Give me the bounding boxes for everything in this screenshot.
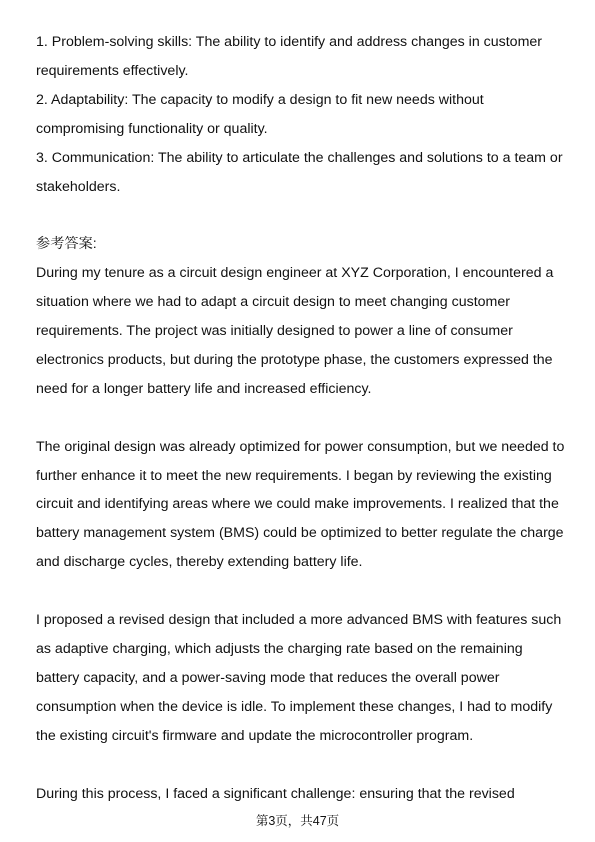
answer-paragraph-3: I proposed a revised design that included a more advanced BMS with features such as adaptive charging, which adjusts the charging rate based on the remaining battery capacity, and a power-saving mode that reduces the overall power consumption when the device is idle. To implement these changes, I had to modify the existing circuit's firmware and update the microcontroller program. bbox=[36, 612, 562, 744]
spacer bbox=[36, 577, 566, 606]
page-content bbox=[36, 28, 566, 808]
answer-paragraph-1: During my tenure as a circuit design engineer at XYZ Corporation, I encountered a situation where we had to adapt a circuit design to meet changing customer requirements. The project was initially designed to power a line of consumer electronics products, but during the prototype phase, the customers expressed the need for a longer battery life and increased efficiency. bbox=[36, 265, 554, 397]
criterion-problem-solving: 1. Problem-solving skills: The ability to identify and address changes in customer requirements effectively. bbox=[36, 34, 543, 79]
criterion-adaptability: 2. Adaptability: The capacity to modify a design to fit new needs without compromising functionality or quality. bbox=[36, 91, 484, 137]
answer-paragraph-2: The original design was already optimized for power consumption, but we needed to further enhance it to meet the new requirements. I began by reviewing the existing circuit and identifying areas where we could make improvements. I realized that the battery management system (BMS) could be optimized to better regulate the charge and discharge cycles, thereby extending battery life. bbox=[36, 438, 565, 571]
page-number-footer: 第3页，共47页 bbox=[255, 814, 340, 828]
spacer bbox=[36, 751, 566, 780]
answer-paragraph-4: During this process, I faced a significant challenge: ensuring that the revised bbox=[36, 785, 515, 802]
answer-heading: 参考答案: bbox=[36, 236, 97, 253]
spacer bbox=[36, 404, 566, 433]
criterion-communication: 3. Communication: The ability to articulate the challenges and solutions to a team or stakeholders. bbox=[36, 149, 563, 195]
spacer bbox=[36, 201, 566, 230]
